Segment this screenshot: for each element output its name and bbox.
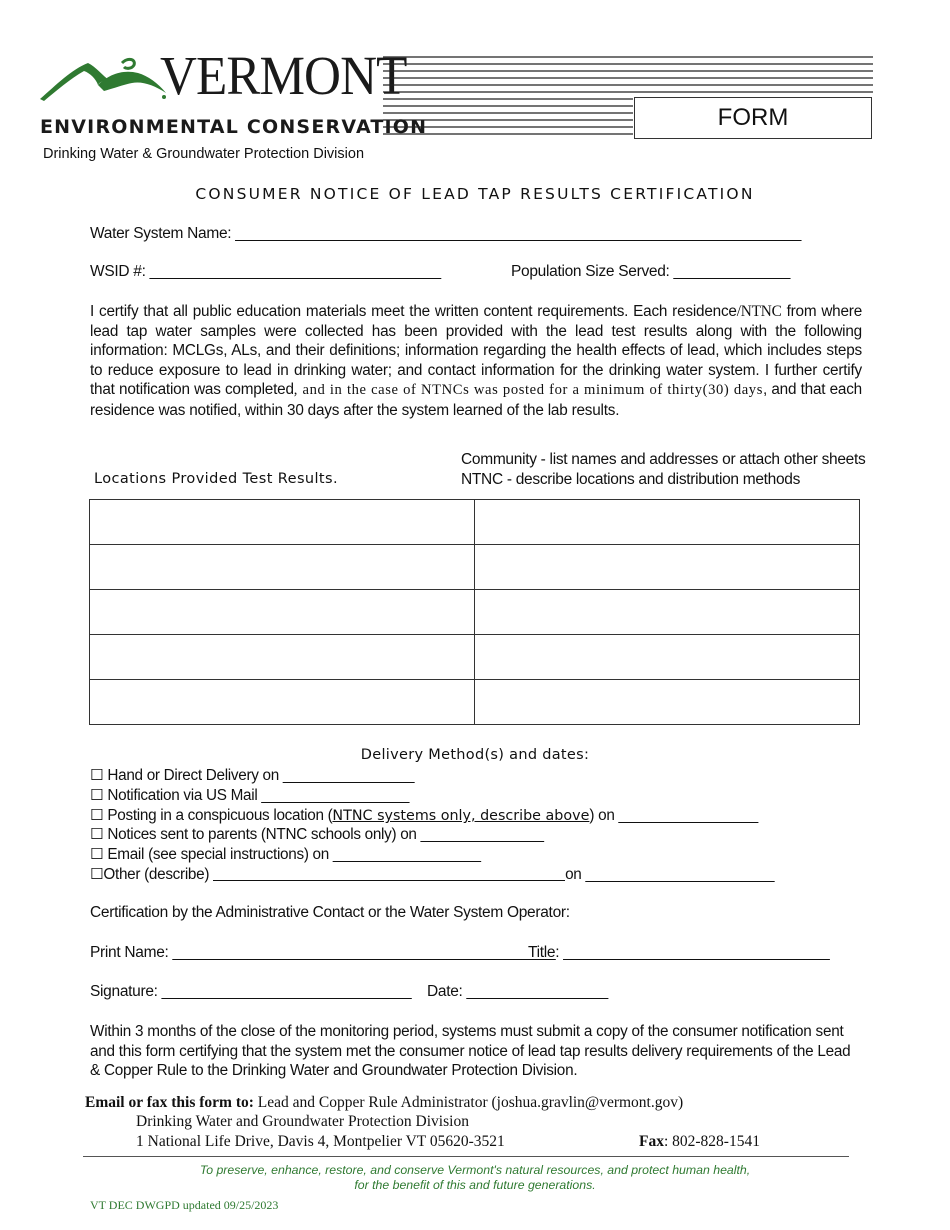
table-row	[90, 680, 860, 725]
certification-by-label: Certification by the Administrative Contact or the Water System Operator:	[90, 904, 570, 921]
division-name: Drinking Water & Groundwater Protection Division	[43, 146, 365, 162]
locations-table	[89, 499, 860, 725]
delivery-other-line[interactable]	[213, 880, 565, 881]
footer-division: Drinking Water and Groundwater Protection Division	[136, 1113, 469, 1130]
delivery-hand-label: Hand or Direct Delivery on ________________	[107, 767, 415, 784]
email-fax-label: Email or fax this form to:	[85, 1094, 254, 1111]
population-size-field[interactable]: Population Size Served: ______________	[511, 263, 791, 280]
distribution-cell[interactable]	[475, 545, 860, 590]
delivery-heading: Delivery Method(s) and dates:	[360, 747, 590, 763]
form-label-box: FORM	[634, 97, 872, 139]
form-title: CONSUMER NOTICE OF LEAD TAP RESULTS CERTIFICATION	[195, 185, 755, 203]
cert-text-ntnc: /NTNC	[736, 303, 782, 320]
submission-paragraph: Within 3 months of the close of the monitoring period, systems must submit a copy of the consumer notification sent and this form certifying that the system met the consumer notice of lead tap results delivery requirements of the Lead & Copper Rule to the Drinking Water and Groundwater Protection Division.	[90, 1023, 851, 1080]
table-row	[90, 545, 860, 590]
print-name-field[interactable]: Print Name: ______________________________________________	[90, 944, 556, 961]
location-cell[interactable]	[90, 545, 475, 590]
table-row	[90, 635, 860, 680]
checkbox-icon[interactable]: ☐	[90, 845, 104, 863]
location-cell[interactable]	[90, 500, 475, 545]
logo-vermont-wordmark: VERMONT	[160, 45, 407, 106]
motto-line-1: To preserve, enhance, restore, and conserve Vermont's natural resources, and protect human health,	[199, 1163, 751, 1177]
fax-number: : 802-828-1541	[663, 1133, 760, 1150]
certification-paragraph	[90, 302, 862, 421]
location-cell[interactable]	[90, 635, 475, 680]
delivery-hand[interactable]	[90, 766, 414, 785]
distribution-cell[interactable]	[475, 635, 860, 680]
motto-line-2: for the benefit of this and future generations.	[354, 1178, 596, 1192]
delivery-email[interactable]	[90, 845, 481, 864]
checkbox-icon[interactable]: ☐	[90, 825, 104, 843]
distribution-cell[interactable]	[475, 590, 860, 635]
cert-text-part2: from where lead tap water samples were collected has been provided with the lead test results along with the following information: MCLGs, ALs, and their definitions; information regarding the health effects of lead, which includes steps to reduce exposure to lead in drinking water; and contact information for the drinking water system. I further certify that notification was completed	[90, 303, 862, 399]
delivery-posting-label: Posting in a conspicuous location (	[107, 807, 333, 824]
updated-date: VT DEC DWGPD updated 09/25/2023	[90, 1198, 279, 1212]
wsid-field[interactable]: WSID #: ___________________________________	[90, 263, 441, 280]
delivery-other[interactable]	[90, 865, 774, 884]
distribution-cell[interactable]	[475, 500, 860, 545]
cert-text-part3: , and in the case of NTNCs was posted for a minimum of thirty(30) days	[293, 382, 763, 399]
water-system-name-field[interactable]: Water System Name: ____________________________________________________________________	[90, 225, 802, 242]
delivery-email-label: Email (see special instructions) on __________________	[107, 846, 481, 863]
footer-fax	[639, 1133, 760, 1151]
delivery-parents-label: Notices sent to parents (NTNC schools only) on _______________	[107, 826, 544, 843]
table-row	[90, 590, 860, 635]
delivery-other-label: Other (describe)	[103, 866, 214, 883]
delivery-mail-label: Notification via US Mail __________________	[107, 787, 410, 804]
email-fax-line	[85, 1094, 683, 1112]
checkbox-icon[interactable]: ☐	[90, 766, 104, 784]
checkbox-icon[interactable]: ☐	[90, 806, 104, 824]
date-field[interactable]: Date: _________________	[427, 983, 608, 1000]
location-cell[interactable]	[90, 680, 475, 725]
table-row	[90, 500, 860, 545]
footer-divider	[83, 1156, 849, 1157]
fax-label: Fax	[639, 1133, 664, 1150]
footer-address: 1 National Life Drive, Davis 4, Montpelier VT 05620-3521	[136, 1133, 505, 1150]
delivery-mail[interactable]	[90, 786, 409, 805]
delivery-posting-underlined: NTNC systems only, describe above	[332, 808, 590, 824]
community-header: Community - list names and addresses or attach other sheets	[461, 451, 866, 468]
vermont-logo-mountain-icon	[38, 55, 168, 105]
delivery-other-suffix: on _______________________	[565, 866, 775, 883]
distribution-cell[interactable]	[475, 680, 860, 725]
ntnc-header: NTNC - describe locations and distribution methods	[461, 471, 801, 488]
logo-environmental-conservation: ENVIRONMENTAL CONSERVATION	[40, 116, 428, 138]
cert-text-part1: I certify that all public education materials meet the written content requirements. Each residence	[90, 303, 737, 320]
administrator-contact[interactable]: Lead and Copper Rule Administrator (joshua.gravlin@vermont.gov)	[253, 1094, 684, 1111]
delivery-parents[interactable]	[90, 825, 544, 844]
delivery-posting-suffix: ) on _________________	[589, 807, 759, 824]
checkbox-icon[interactable]: ☐	[90, 865, 104, 883]
title-field[interactable]: Title: ________________________________	[528, 944, 830, 961]
delivery-posting[interactable]	[90, 806, 758, 825]
location-cell[interactable]	[90, 590, 475, 635]
signature-field[interactable]: Signature: ______________________________	[90, 983, 412, 1000]
locations-header: Locations Provided Test Results.	[94, 471, 338, 487]
checkbox-icon[interactable]: ☐	[90, 786, 104, 804]
cert-text-part4: , and that each residence was notified, within 30 days after the system learned of the lab results.	[90, 381, 862, 419]
